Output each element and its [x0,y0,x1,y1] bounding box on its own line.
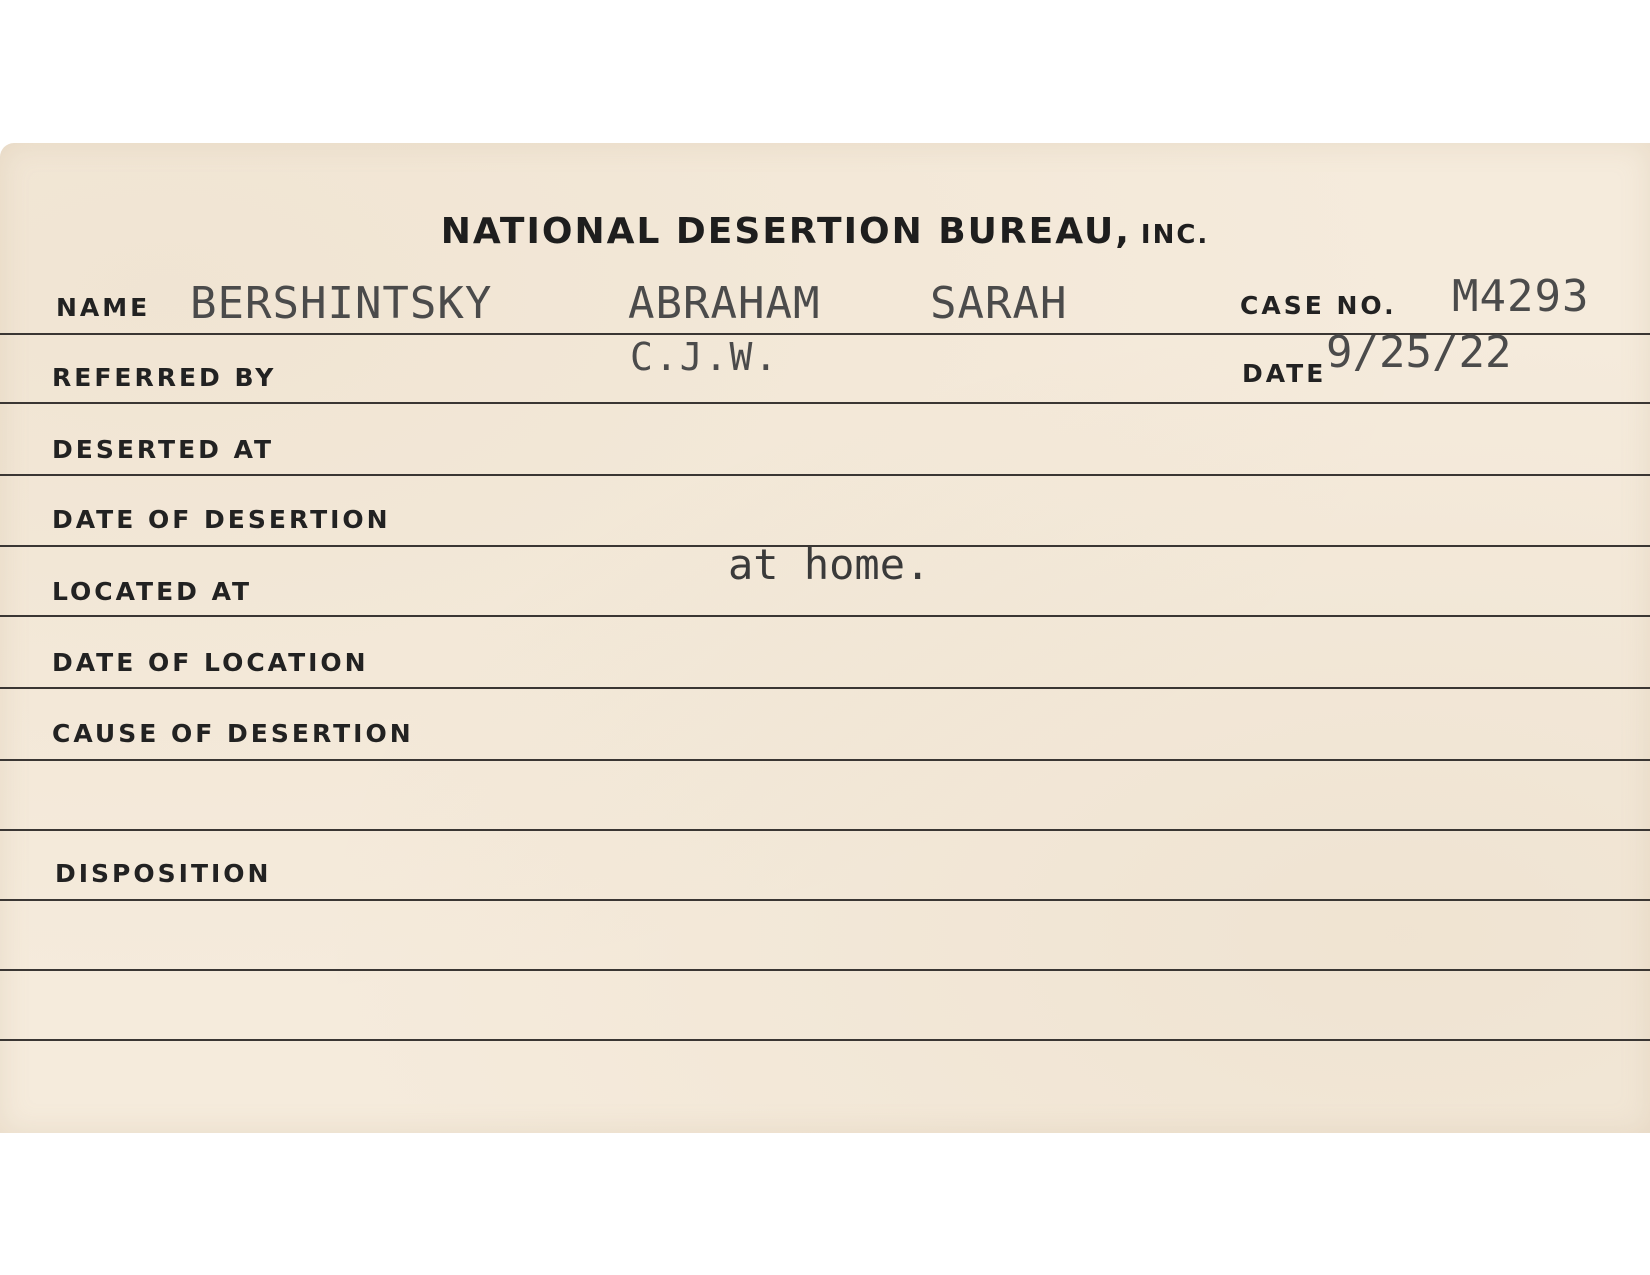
located-at-label: LOCATED AT [52,577,253,606]
rule-blank-1 [0,829,1650,831]
referred-by-value: C.J.W. [630,335,780,379]
date-of-location-label: DATE OF LOCATION [52,648,369,677]
surname-value: BERSHINTSKY [190,278,493,329]
card-title-text: NATIONAL DESERTION BUREAU, [440,211,1131,252]
rule-blank-3 [0,1039,1650,1041]
referred-by-label: REFERRED BY [52,363,277,392]
card-title-suffix: INC. [1140,220,1210,250]
name-label: NAME [56,293,151,322]
cause-of-desertion-label: CAUSE OF DESERTION [52,719,414,748]
disposition-label: DISPOSITION [55,859,272,888]
rule-cause-of-desertion [0,759,1650,761]
date-label: DATE [1242,359,1327,388]
rule-referred-by [0,402,1650,404]
case-no-value: M4293 [1452,271,1590,322]
date-value: 9/25/22 [1326,327,1512,378]
date-of-desertion-label: DATE OF DESERTION [52,505,391,534]
rule-disposition [0,899,1650,901]
deserted-at-label: DESERTED AT [52,435,275,464]
rule-blank-2 [0,969,1650,971]
index-card [0,143,1650,1133]
spouse-name-value: SARAH [930,278,1068,329]
rule-located-at [0,615,1650,617]
rule-deserted-at [0,474,1650,476]
card-title [0,211,1650,252]
rule-date-of-location [0,687,1650,689]
first-name-value: ABRAHAM [628,278,821,329]
case-no-label: CASE NO. [1240,291,1397,320]
located-at-value: at home. [728,540,931,589]
